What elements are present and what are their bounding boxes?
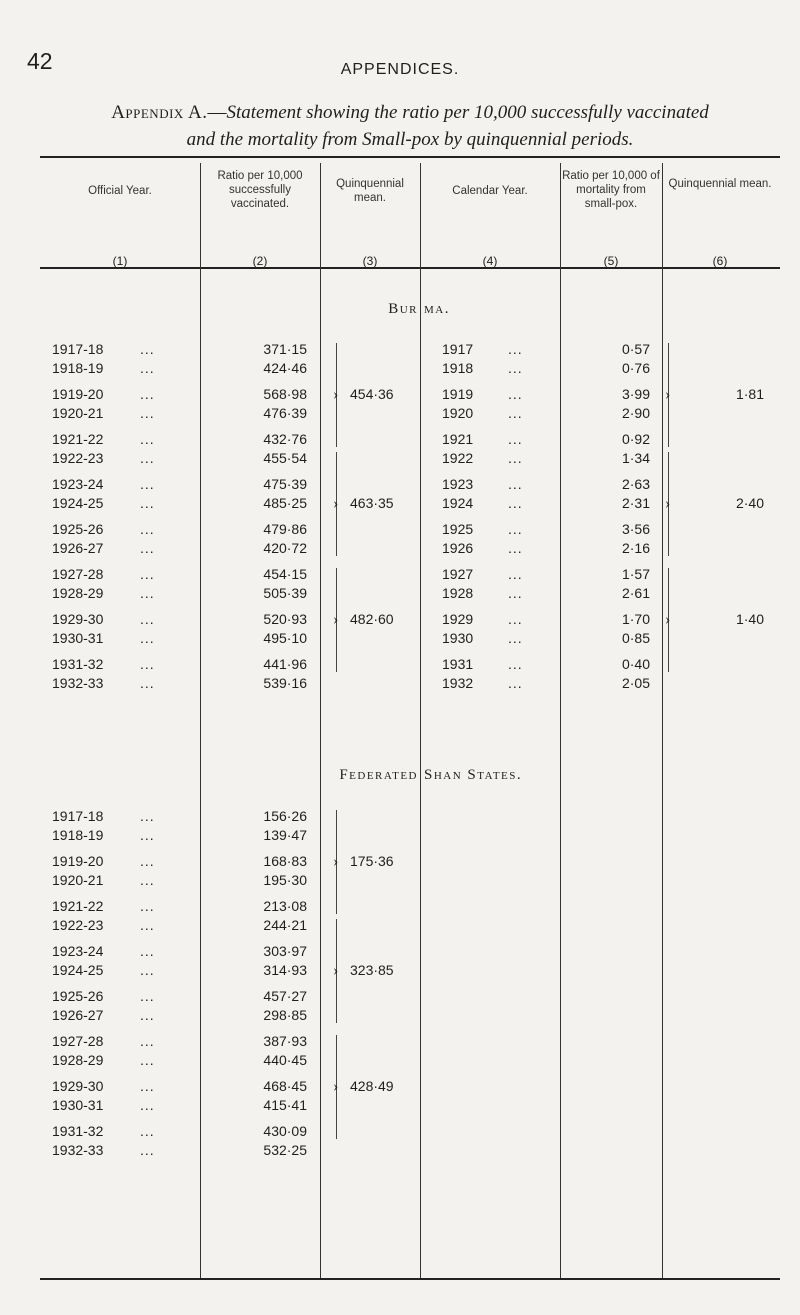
mortality-ratio: 2·61 [621,585,650,601]
leader-dots: ... [140,898,155,914]
column-header: Ratio per 10,000 of mortality from small-pox. [562,170,660,210]
vaccination-ratio: 457·27 [263,988,307,1004]
column-number: (3) [362,254,378,268]
vaccination-ratio: 213·08 [263,898,307,914]
column-header: Quinquennial mean. [668,178,772,190]
leader-dots: ... [140,827,155,843]
official-year: 1919-20 [52,853,104,869]
vaccination-ratio: 520·93 [263,611,307,627]
leader-dots: ... [140,808,155,824]
mortality-ratio: 0·85 [621,630,650,646]
leader-dots: ... [140,386,155,402]
mortality-ratio: 1·70 [621,611,650,627]
title-line-1: Statement showing the ratio per 10,000 successfully vaccinated [226,102,709,123]
mortality-ratio: 2·05 [621,675,650,691]
mortality-ratio: 2·63 [621,476,650,492]
vaccination-ratio: 485·25 [263,495,307,511]
mortality-ratio: 2·90 [621,405,650,421]
vaccination-ratio: 454·15 [263,566,307,582]
mortality-ratio: 1·57 [621,566,650,582]
quinquennial-mean-vaccination: 454·36 [350,386,394,402]
vaccination-ratio: 539·16 [263,675,307,691]
vaccination-ratio: 505·39 [263,585,307,601]
leader-dots: ... [508,521,523,537]
official-year: 1926-27 [52,1007,104,1023]
official-year: 1932-33 [52,675,104,691]
quinquennial-mean-mortality: 1·40 [735,611,764,627]
brace-tip: › [665,611,671,628]
appendix-label: Appendix A. [111,102,208,123]
calendar-year: 1918 [442,360,474,376]
leader-dots: ... [140,431,155,447]
vaccination-ratio: 441·96 [263,656,307,672]
calendar-year: 1929 [442,611,474,627]
brace-tip: › [333,853,339,870]
leader-dots: ... [140,360,155,376]
leader-dots: ... [140,1078,155,1094]
vaccination-ratio: 303·97 [263,943,307,959]
vaccination-ratio: 298·85 [263,1007,307,1023]
official-year: 1921-22 [52,431,104,447]
calendar-year: 1917 [442,341,474,357]
official-year: 1920-21 [52,405,104,421]
brace-tip: › [333,611,339,628]
column-number: (4) [482,254,498,268]
leader-dots: ... [508,675,523,691]
column-header: Quinquennial mean. [336,178,404,204]
vaccination-ratio: 195·30 [263,872,307,888]
leader-dots: ... [140,943,155,959]
leader-dots: ... [140,341,155,357]
official-year: 1930-31 [52,630,104,646]
brace-tip: › [333,1078,339,1095]
leader-dots: ... [508,341,523,357]
official-year: 1928-29 [52,1052,104,1068]
vaccination-ratio: 244·21 [263,917,307,933]
mortality-ratio: 3·56 [621,521,650,537]
vaccination-ratio: 420·72 [263,540,307,556]
leader-dots: ... [140,656,155,672]
vaccination-ratio: 139·47 [263,827,307,843]
quinquennial-mean-vaccination: 428·49 [350,1078,394,1094]
mortality-ratio: 0·40 [621,656,650,672]
vaccination-ratio: 468·45 [263,1078,307,1094]
mortality-ratio: 2·16 [621,540,650,556]
brace-tip: › [665,495,671,512]
column-divider [200,163,201,1278]
leader-dots: ... [140,962,155,978]
calendar-year: 1927 [442,566,474,582]
column-divider [320,163,321,1278]
brace-tip: › [333,495,339,512]
quinquennial-mean-mortality: 2·40 [735,495,764,511]
mortality-ratio: 1·34 [621,450,650,466]
official-year: 1923-24 [52,476,104,492]
leader-dots: ... [140,917,155,933]
leader-dots: ... [140,1123,155,1139]
leader-dots: ... [140,540,155,556]
official-year: 1931-32 [52,656,104,672]
quinquennial-mean-vaccination: 482·60 [350,611,394,627]
vaccination-ratio: 424·46 [263,360,307,376]
official-year: 1925-26 [52,521,104,537]
leader-dots: ... [508,450,523,466]
leader-dots: ... [140,1007,155,1023]
official-year: 1926-27 [52,540,104,556]
official-year: 1928-29 [52,585,104,601]
leader-dots: ... [140,450,155,466]
quinquennial-mean-mortality: 1·81 [735,386,764,402]
table-title [50,99,770,153]
brace-tip: › [333,962,339,979]
official-year: 1929-30 [52,611,104,627]
leader-dots: ... [508,585,523,601]
column-divider [560,163,561,1278]
vaccination-ratio: 568·98 [263,386,307,402]
vaccination-ratio: 430·09 [263,1123,307,1139]
leader-dots: ... [140,872,155,888]
official-year: 1917-18 [52,341,104,357]
column-divider [420,163,421,1278]
section-label: Shan States. [424,767,523,783]
vaccination-ratio: 455·54 [263,450,307,466]
official-year: 1927-28 [52,566,104,582]
mortality-ratio: 0·76 [621,360,650,376]
official-year: 1927-28 [52,1033,104,1049]
page-number: 42 [27,48,53,74]
bottom-rule [40,1278,780,1280]
calendar-year: 1920 [442,405,474,421]
leader-dots: ... [140,988,155,1004]
brace-tip: › [665,386,671,403]
vaccination-ratio: 495·10 [263,630,307,646]
leader-dots: ... [140,1033,155,1049]
top-rule [40,156,780,158]
official-year: 1924-25 [52,962,104,978]
vaccination-ratio: 156·26 [263,808,307,824]
leader-dots: ... [508,611,523,627]
mortality-ratio: 0·92 [621,431,650,447]
calendar-year: 1925 [442,521,474,537]
vaccination-ratio: 371·15 [263,341,307,357]
column-number: (6) [712,254,728,268]
official-year: 1921-22 [52,898,104,914]
leader-dots: ... [508,360,523,376]
column-header: Calendar Year. [452,185,528,197]
leader-dots: ... [508,630,523,646]
leader-dots: ... [140,521,155,537]
title-dash: — [207,102,227,123]
leader-dots: ... [140,566,155,582]
running-head: APPENDICES. [340,61,460,78]
official-year: 1932-33 [52,1142,104,1158]
mortality-ratio: 0·57 [621,341,650,357]
quinquennial-mean-vaccination: 463·35 [350,495,394,511]
official-year: 1924-25 [52,495,104,511]
calendar-year: 1922 [442,450,474,466]
leader-dots: ... [140,495,155,511]
leader-dots: ... [140,1142,155,1158]
official-year: 1931-32 [52,1123,104,1139]
leader-dots: ... [508,656,523,672]
calendar-year: 1930 [442,630,474,646]
official-year: 1929-30 [52,1078,104,1094]
title-line-2: and the mortality from Small-pox by quinquennial periods. [186,129,634,150]
leader-dots: ... [140,675,155,691]
vaccination-ratio: 532·25 [263,1142,307,1158]
leader-dots: ... [140,585,155,601]
official-year: 1922-23 [52,450,104,466]
calendar-year: 1931 [442,656,474,672]
official-year: 1930-31 [52,1097,104,1113]
official-year: 1923-24 [52,943,104,959]
leader-dots: ... [508,476,523,492]
vaccination-ratio: 387·93 [263,1033,307,1049]
leader-dots: ... [140,1097,155,1113]
section-label: Federated [339,767,418,783]
vaccination-ratio: 475·39 [263,476,307,492]
mortality-ratio: 2·31 [621,495,650,511]
calendar-year: 1919 [442,386,474,402]
vaccination-ratio: 415·41 [263,1097,307,1113]
official-year: 1919-20 [52,386,104,402]
vaccination-ratio: 479·86 [263,521,307,537]
vaccination-ratio: 168·83 [263,853,307,869]
vaccination-ratio: 440·45 [263,1052,307,1068]
calendar-year: 1928 [442,585,474,601]
leader-dots: ... [140,853,155,869]
column-number: (5) [603,254,619,268]
calendar-year: 1924 [442,495,474,511]
leader-dots: ... [140,405,155,421]
leader-dots: ... [508,540,523,556]
calendar-year: 1932 [442,675,474,691]
section-label: ma. [424,301,450,317]
mortality-ratio: 3·99 [621,386,650,402]
quinquennial-mean-vaccination: 323·85 [350,962,394,978]
leader-dots: ... [140,611,155,627]
official-year: 1918-19 [52,827,104,843]
official-year: 1917-18 [52,808,104,824]
column-divider [662,163,663,1278]
column-number: (1) [112,254,128,268]
column-header: Ratio per 10,000 successfully vaccinated. [217,170,303,210]
leader-dots: ... [508,566,523,582]
calendar-year: 1926 [442,540,474,556]
calendar-year: 1923 [442,476,474,492]
official-year: 1918-19 [52,360,104,376]
vaccination-ratio: 432·76 [263,431,307,447]
official-year: 1925-26 [52,988,104,1004]
official-year: 1920-21 [52,872,104,888]
leader-dots: ... [508,495,523,511]
quinquennial-mean-vaccination: 175·36 [350,853,394,869]
leader-dots: ... [140,476,155,492]
column-header: Official Year. [88,185,152,197]
official-year: 1922-23 [52,917,104,933]
brace-tip: › [333,386,339,403]
column-number: (2) [252,254,268,268]
vaccination-ratio: 476·39 [263,405,307,421]
leader-dots: ... [140,630,155,646]
vaccination-ratio: 314·93 [263,962,307,978]
leader-dots: ... [508,405,523,421]
leader-dots: ... [508,431,523,447]
leader-dots: ... [140,1052,155,1068]
calendar-year: 1921 [442,431,474,447]
leader-dots: ... [508,386,523,402]
section-label: Bur [388,301,418,317]
